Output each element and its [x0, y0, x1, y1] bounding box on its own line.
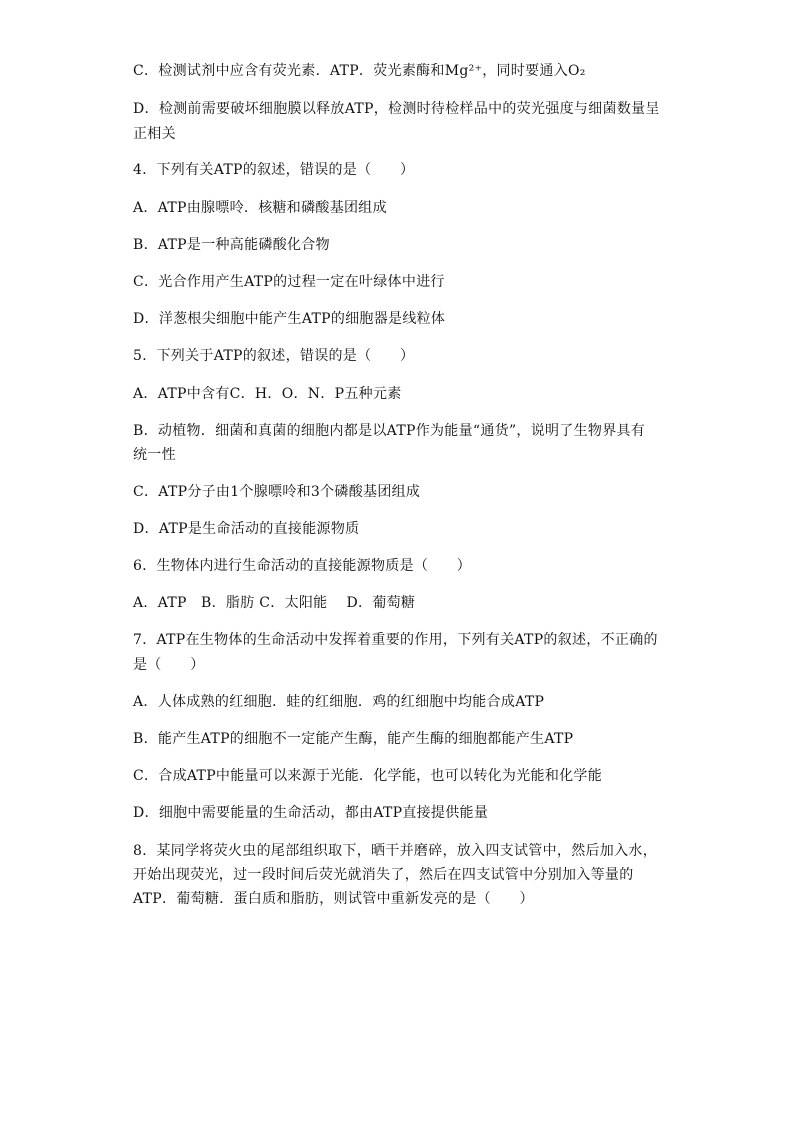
option-5b-line1: B．动植物．细菌和真菌的细胞内都是以ATP作为能量“通货”，说明了生物界具有	[133, 423, 646, 439]
question-8-stem-line2: 开始出现荧光，过一段时间后荧光就消失了，然后在四支试管中分别加入等量的	[133, 867, 634, 883]
option-7a: A．人体成熟的红细胞．蛙的红细胞．鸡的红细胞中均能合成ATP	[133, 694, 545, 710]
option-3d-line1: D．检测前需要破坏细胞膜以释放ATP，检测时待检样品中的荧光强度与细菌数量呈	[133, 101, 660, 117]
option-5c: C．ATP分子由1个腺嘌呤和3个磷酸基团组成	[133, 484, 421, 500]
question-6-options: A．ATP B．脂肪 C．太阳能 D．葡萄糖	[133, 595, 416, 611]
question-7-stem-line1: 7．ATP在生物体的生命活动中发挥着重要的作用，下列有关ATP的叙述，不正确的	[133, 632, 658, 648]
question-6-stem: 6．生物体内进行生命活动的直接能源物质是（ ）	[133, 558, 472, 574]
question-5-stem: 5．下列关于ATP的叙述，错误的是（ ）	[133, 348, 415, 364]
question-8-stem-line1: 8．某同学将荧火虫的尾部组织取下，晒干并磨碎，放入四支试管中，然后加入水，	[133, 843, 658, 859]
option-4a: A．ATP由腺嘌呤．核糖和磷酸基团组成	[133, 200, 387, 216]
option-5d: D．ATP是生命活动的直接能源物质	[133, 521, 360, 537]
option-4c: C．光合作用产生ATP的过程一定在叶绿体中进行	[133, 274, 445, 290]
option-7d: D．细胞中需要能量的生命活动，都由ATP直接提供能量	[133, 805, 489, 821]
question-4-stem: 4．下列有关ATP的叙述，错误的是（ ）	[133, 162, 415, 178]
option-4b: B．ATP是一种高能磷酸化合物	[133, 237, 330, 253]
question-8-stem-line3: ATP．葡萄糖．蛋白质和脂肪，则试管中重新发亮的是（ ）	[133, 891, 534, 907]
option-5b-line2: 统一性	[133, 447, 176, 463]
option-7b: B．能产生ATP的细胞不一定能产生酶，能产生酶的细胞都能产生ATP	[133, 731, 574, 747]
option-7c: C．合成ATP中能量可以来源于光能．化学能，也可以转化为光能和化学能	[133, 768, 603, 784]
option-3c: C．检测试剂中应含有荧光素．ATP．荧光素酶和Mg²⁺，同时要通入O₂	[133, 63, 586, 79]
question-7-stem-line2: 是（ ）	[133, 657, 205, 673]
option-3d-line2: 正相关	[133, 126, 176, 142]
option-4d: D．洋葱根尖细胞中能产生ATP的细胞器是线粒体	[133, 311, 446, 327]
option-5a: A．ATP中含有C．H．O．N．P五种元素	[133, 386, 402, 402]
